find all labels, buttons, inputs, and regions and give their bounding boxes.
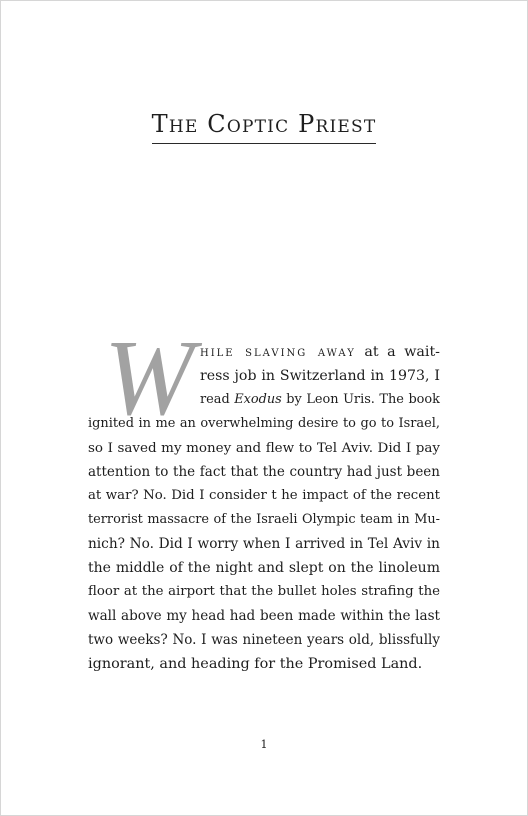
text-line [88,536,440,556]
line-text: by Leon Uris. The book [281,392,440,407]
line-text: nich? No. Did I worry when I arrived in Tel Aviv in [88,536,440,552]
line-text: at a wait- [355,344,440,360]
line-text: wall above my head had been made within the last [88,608,440,624]
text-line [88,416,440,436]
book-title-italic: Exodus [234,392,282,407]
line-text: ignited in me an overwhelming desire to go to Israel, [88,416,440,431]
text-line [88,584,440,604]
title-underline [152,143,376,144]
page-number: 1 [260,738,268,751]
text-line-last [88,656,440,676]
lead-in-smallcaps: hile slaving away [200,344,356,360]
text-line [200,344,440,364]
line-text: two weeks? No. I was nineteen years old, blissfully [88,632,440,648]
line-text: floor at the airport that the bullet holes strafing the [88,584,440,599]
chapter-title: The Coptic Priest [151,110,377,138]
line-text: ignorant, and heading for the Promised Land. [88,656,423,672]
line-text: at war? No. Did I consider t he impact of the recent [88,488,440,503]
line-text: ress job in Switzerland in 1973, I [200,368,440,384]
text-line [200,368,440,388]
text-line [88,608,440,628]
line-text: the middle of the night and slept on the linoleum [88,560,440,576]
text-line [88,464,440,484]
line-text: so I saved my money and flew to Tel Aviv. Did I pay [88,440,440,456]
line-text: terrorist massacre of the Israeli Olympic team in Mu- [88,512,440,527]
text-line [88,632,440,652]
text-line [88,560,440,580]
text-line [200,392,440,412]
text-line [88,512,440,532]
line-text: read [200,392,235,407]
text-line [88,440,440,460]
text-line [88,488,440,508]
drop-cap: W [104,319,194,438]
line-text: attention to the fact that the country had just been [88,464,440,480]
